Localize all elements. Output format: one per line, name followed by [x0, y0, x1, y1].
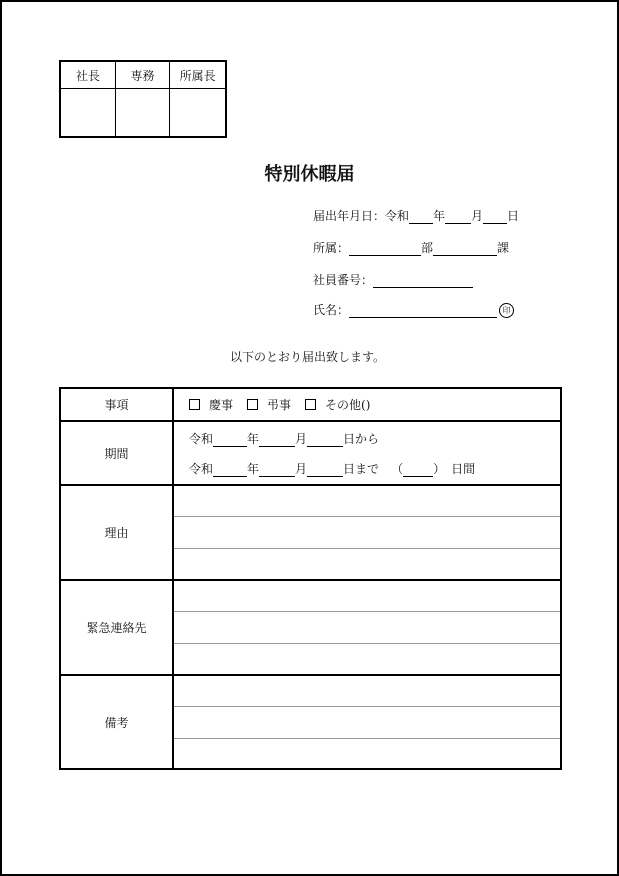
- to-label: 日まで: [343, 462, 380, 476]
- name-label: 氏名：: [313, 303, 350, 317]
- approval-stamp-dept-head[interactable]: [170, 89, 225, 136]
- approval-stamp-president[interactable]: [61, 89, 116, 136]
- row-label-period: 期間: [61, 422, 174, 484]
- year-label: 年: [247, 462, 260, 476]
- total-days-field[interactable]: [403, 464, 433, 477]
- employee-number-line: [313, 271, 473, 288]
- period-end-line: [189, 460, 475, 477]
- page-title: 特別休暇届: [264, 164, 355, 185]
- end-month-field[interactable]: [259, 464, 295, 477]
- end-year-field[interactable]: [213, 464, 247, 477]
- name-field[interactable]: [349, 304, 497, 318]
- days-label: 日間: [451, 462, 476, 476]
- intro-text: 以下のとおり届出致します。: [230, 350, 386, 364]
- table-row-matter: [61, 389, 560, 422]
- writing-line: [174, 516, 560, 517]
- from-label: 日から: [343, 432, 380, 446]
- checkbox-icon[interactable]: [189, 399, 200, 410]
- department-ka-field[interactable]: [433, 242, 497, 256]
- submission-day-field[interactable]: [483, 210, 507, 224]
- month-label: 月: [295, 462, 308, 476]
- writing-line: [174, 548, 560, 549]
- row-label-matter: 事項: [61, 389, 174, 420]
- seal-icon: 印: [499, 303, 514, 318]
- approval-header-dept-head: 所属長: [170, 62, 225, 89]
- table-row-emergency-contact: [61, 581, 560, 676]
- approval-stamp-senior-director[interactable]: [116, 89, 171, 136]
- row-label-remarks: 備考: [61, 676, 174, 768]
- row-label-emergency-contact: 緊急連絡先: [61, 581, 174, 674]
- month-label: 月: [295, 432, 308, 446]
- period-start-line: [189, 430, 379, 447]
- approval-stamp-box: [59, 60, 227, 138]
- submission-year-field[interactable]: [409, 210, 433, 224]
- option-label: その他(): [325, 398, 371, 412]
- writing-line: [174, 706, 560, 707]
- option-celebration[interactable]: [189, 396, 233, 413]
- table-row-remarks: [61, 676, 560, 768]
- writing-line: [174, 643, 560, 644]
- department-line: [313, 239, 509, 256]
- checkbox-icon[interactable]: [305, 399, 316, 410]
- employee-number-label: 社員番号：: [313, 273, 374, 287]
- start-month-field[interactable]: [259, 434, 295, 447]
- checkbox-icon[interactable]: [247, 399, 258, 410]
- paren-close: ）: [433, 462, 446, 476]
- table-row-period: [61, 422, 560, 486]
- remarks-field[interactable]: [174, 676, 560, 768]
- department-ka-label: 課: [497, 241, 510, 255]
- writing-line: [174, 611, 560, 612]
- writing-line: [174, 738, 560, 739]
- start-day-field[interactable]: [307, 434, 343, 447]
- row-label-reason: 理由: [61, 486, 174, 579]
- option-label: 慶事: [209, 398, 234, 412]
- department-bu-field[interactable]: [349, 242, 421, 256]
- day-label: 日: [507, 209, 520, 223]
- leave-form-table: [59, 387, 562, 770]
- name-line: [313, 301, 514, 318]
- employee-number-field[interactable]: [373, 274, 473, 288]
- approval-header-senior-director: 専務: [116, 62, 171, 89]
- emergency-contact-field[interactable]: [174, 581, 560, 674]
- start-year-field[interactable]: [213, 434, 247, 447]
- option-label: 弔事: [267, 398, 292, 412]
- reason-field[interactable]: [174, 486, 560, 579]
- paren-open: （: [391, 462, 404, 476]
- department-label: 所属：: [313, 241, 350, 255]
- year-label: 年: [433, 209, 446, 223]
- end-day-field[interactable]: [307, 464, 343, 477]
- option-condolence[interactable]: [247, 396, 291, 413]
- era-label: 令和: [189, 432, 214, 446]
- department-bu-label: 部: [421, 241, 434, 255]
- month-label: 月: [471, 209, 484, 223]
- submission-date-line: [313, 207, 519, 224]
- matter-options: [174, 389, 560, 420]
- period-body: [174, 422, 560, 484]
- option-other[interactable]: [305, 396, 370, 413]
- table-row-reason: [61, 486, 560, 581]
- submission-date-label: 届出年月日：令和: [313, 209, 410, 223]
- year-label: 年: [247, 432, 260, 446]
- approval-header-president: 社長: [61, 62, 116, 89]
- submission-month-field[interactable]: [445, 210, 471, 224]
- era-label: 令和: [189, 462, 214, 476]
